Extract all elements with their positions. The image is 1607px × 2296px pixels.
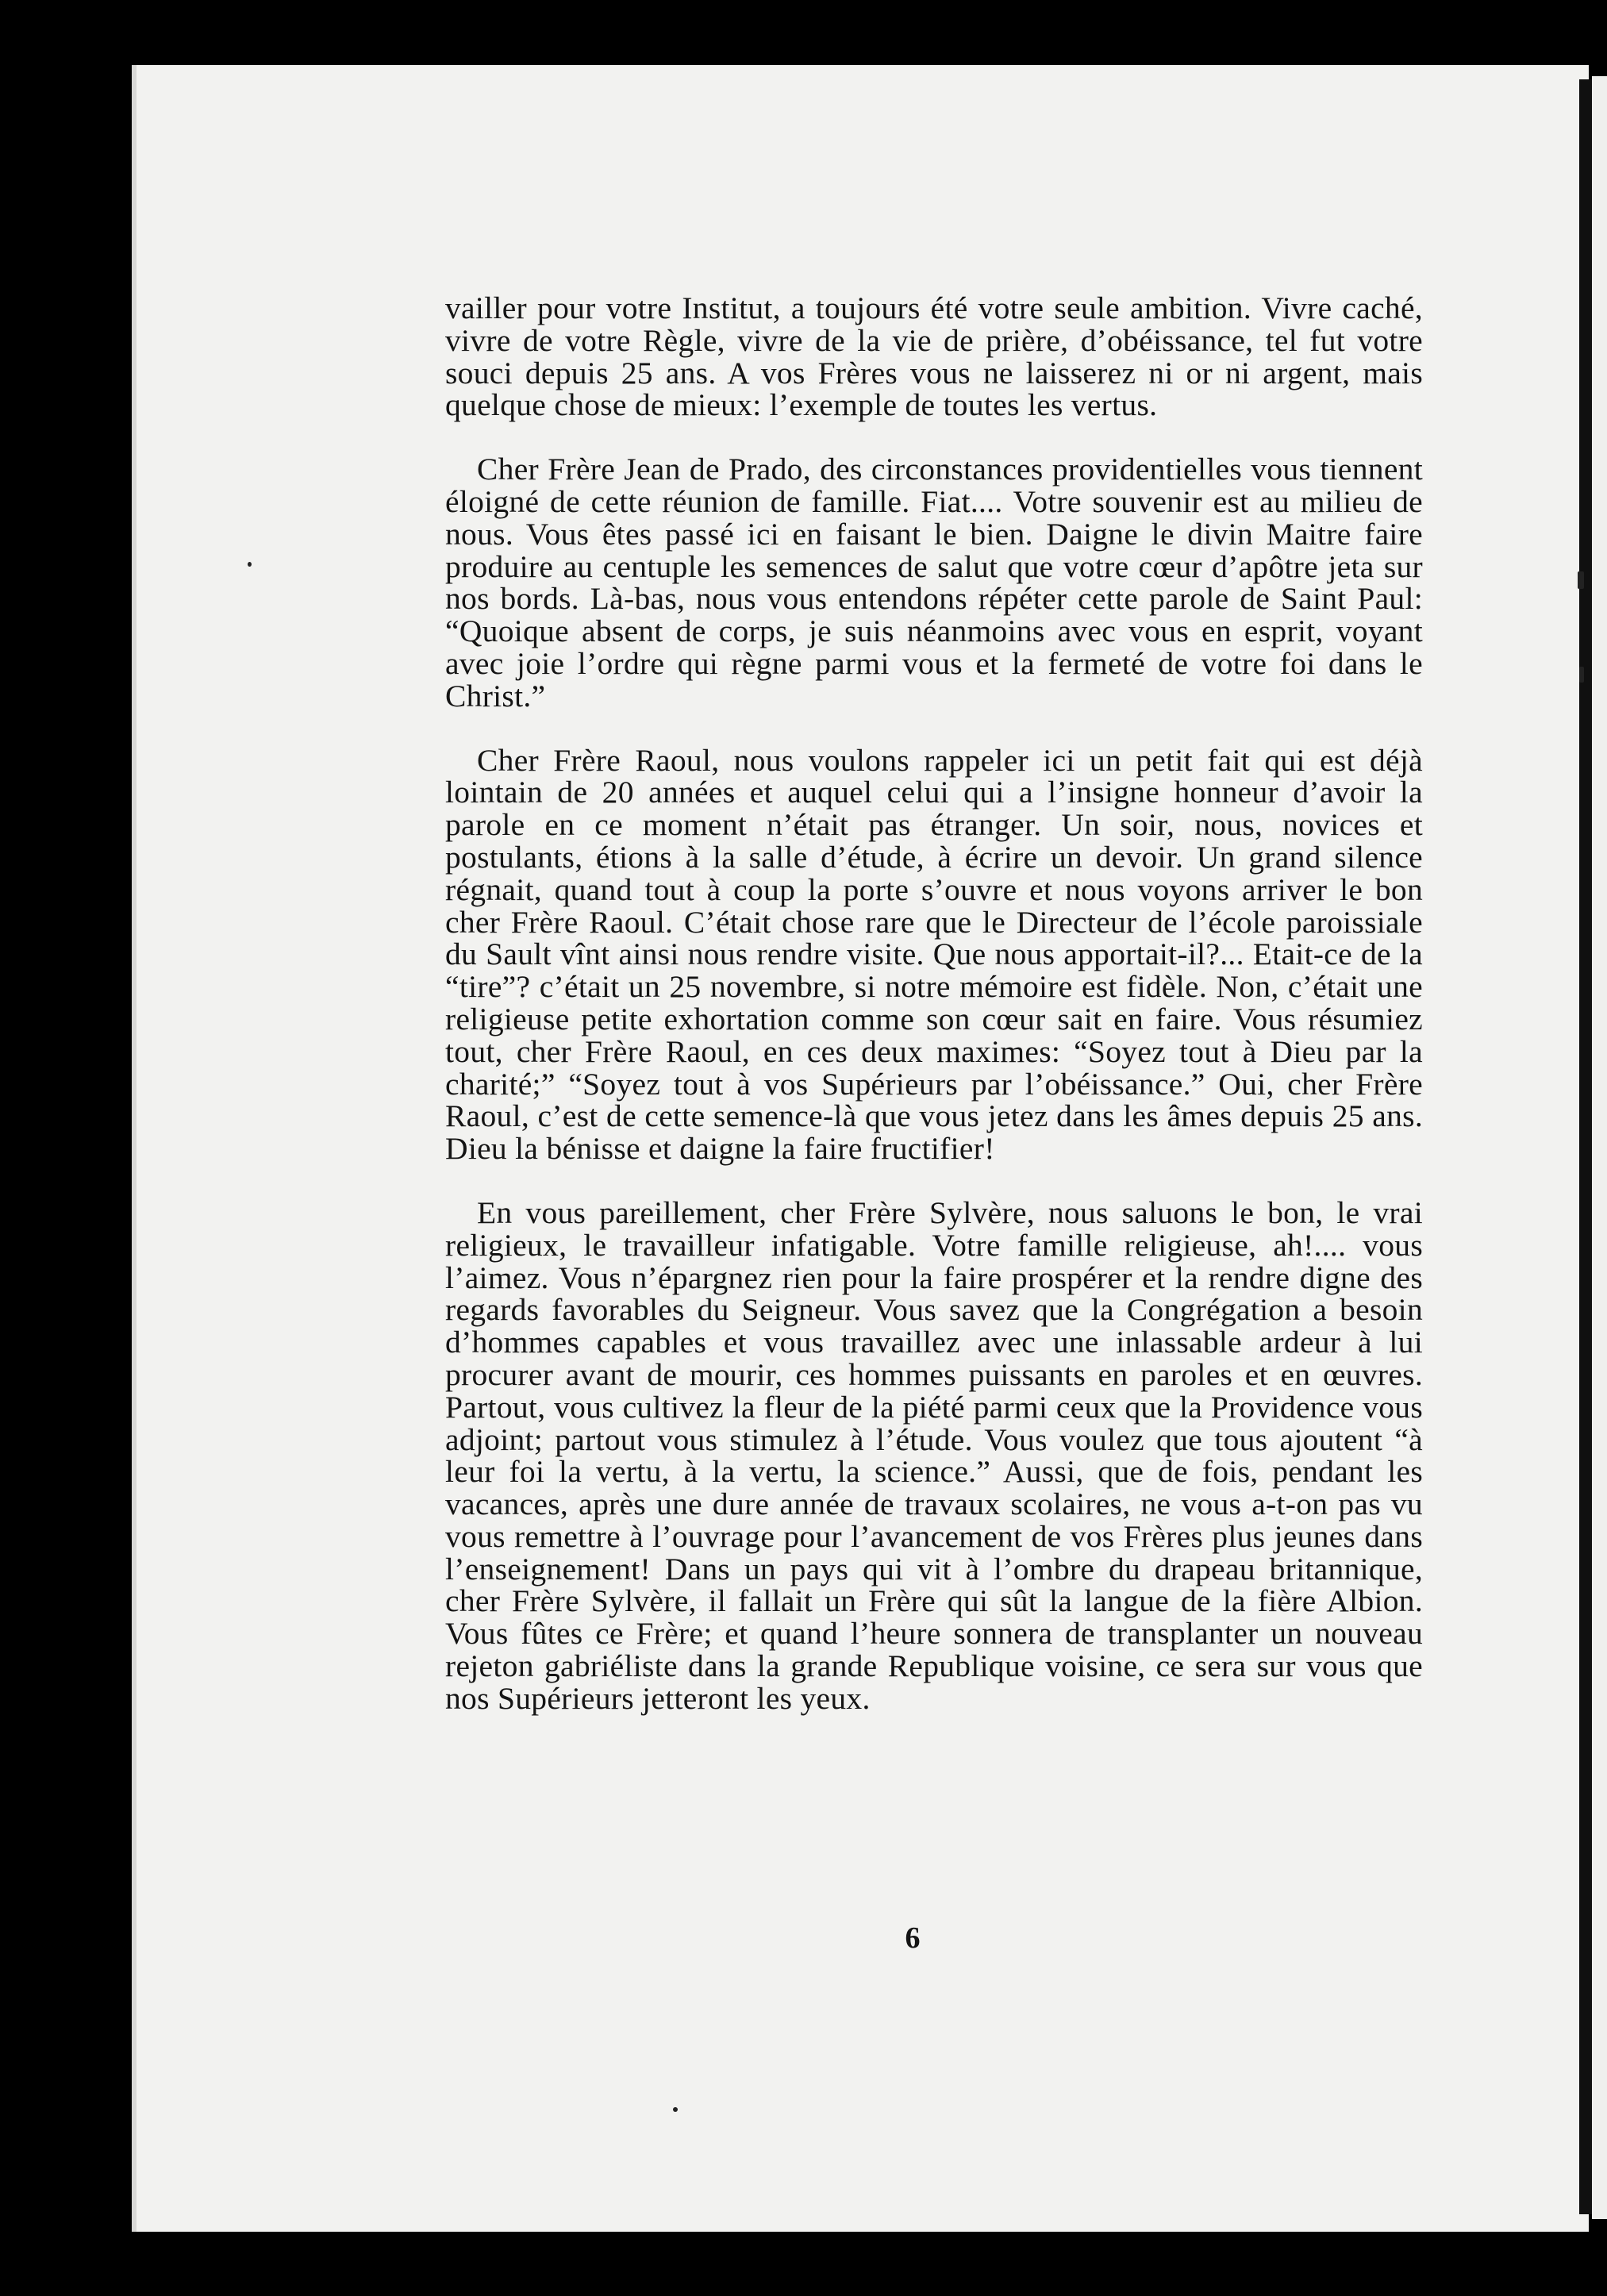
paragraph-spacer — [445, 713, 1423, 744]
scan-mark — [1578, 571, 1584, 589]
scan-mark — [1579, 667, 1584, 683]
page-number: 6 — [905, 1921, 921, 1955]
paragraph-spacer — [445, 1165, 1423, 1197]
body-text — [445, 292, 1423, 1715]
paragraph-spacer — [445, 421, 1423, 453]
paragraph-3: Cher Frère Raoul, nous voulons rappeler ici un petit fait qui est déjà lointain de 20 années et auquel celui qui a l’insigne honneur d’avoir la parole en ce moment n’était pas étranger. Un soir, nous, novices et postulants, étions à la salle d’étude, à écrire un devoir. Un grand silence régnait, quand tout à coup la porte s’ouvre et nous voyons arriver le bon cher Frère Raoul. C’était chose rare que le Directeur de l’école paroissiale du Sault vînt ainsi nous rendre visite. Que nous apportait-il?... Etait-ce de la “tire”? c’était un 25 novembre, si notre mémoire est fidèle. Non, c’était une religieuse petite exhortation comme son cœur sait en faire. Vous résumiez tout, cher Frère Raoul, en ces deux maximes: “Soyez tout à Dieu par la charité;” “Soyez tout à vos Supérieurs par l’obéissance.” Oui, cher Frère Raoul, c’est de cette semence-là que vous jetez dans les âmes depuis 25 ans. Dieu la bénisse et daigne la faire fructifier! — [445, 742, 1423, 1167]
paragraph-2: Cher Frère Jean de Prado, des circonstances providentielles vous tiennent éloigné de cette réunion de famille. Fiat.... Votre souvenir est au milieu de nous. Vous êtes passé ici en faisant le bien. Daigne le divin Maitre faire produire au centuple les semences de salut que votre cœur d’apôtre jeta sur nos bords. Là-bas, nous vous entendons répéter cette parole de Saint Paul: “Quoique absent de corps, je suis néanmoins avec vous en esprit, voyant avec joie l’ordre qui règne parmi vous et la fermeté de votre foi dans le Christ.” — [445, 452, 1423, 713]
paragraph-4: En vous pareillement, cher Frère Sylvère, nous saluons le bon, le vrai religieux, le travailleur infatigable. Votre famille religieuse, ah!.... vous l’aimez. Vous n’épargnez rien pour la faire prospérer et la rendre digne des regards favorables du Seigneur. Vous savez que la Congrégation a besoin d’hommes capables et vous travaillez avec une inlassable ardeur à lui procurer avant de mourir, ces hommes puissants en paroles et en œuvres. Partout, vous cultivez la fleur de la piété parmi ceux que la Providence vous adjoint; partout vous stimulez à l’étude. Vous voulez que tous ajoutent “à leur foi la vertu, à la vertu, la science.” Aussi, que de fois, pendant les vacances, après une dure année de travaux scolaires, ne vous a-t-on pas vu vous remettre à l’ouvrage pour l’avancement de vos Frères plus jeunes dans l’enseignement! Dans un pays qui vit à l’ombre du drapeau britannique, cher Frère Sylvère, il fallait un Frère qui sût la langue de la fière Albion. Vous fûtes ce Frère; et quand l’heure sonnera de transplanter un nouveau rejeton gabriéliste dans la grande Republique voisine, ce sera sur vous que nos Supérieurs jetteront les yeux. — [445, 1194, 1423, 1716]
binding-shadow — [1579, 79, 1592, 2214]
scan-speck — [248, 562, 252, 567]
scan-speck — [673, 2107, 678, 2112]
paragraph-1: vailler pour votre Institut, a toujours été votre seule ambition. Vivre caché, vivre de votre Règle, vivre de la vie de prière, d’obéissance, tel fut votre souci depuis 25 ans. A vos Frères vous ne laisserez ni or ni argent, mais quelque chose de mieux: l’exemple de toutes les vertus. — [445, 290, 1423, 423]
adjacent-page-edge — [1592, 76, 1607, 2219]
